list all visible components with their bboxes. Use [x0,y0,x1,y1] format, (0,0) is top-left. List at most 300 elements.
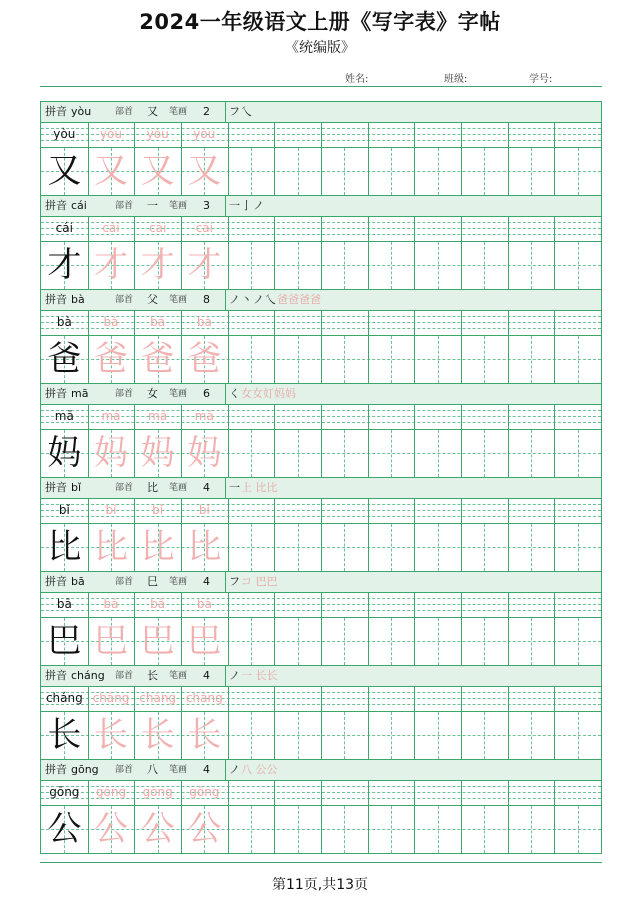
pinyin-cell-divider [508,405,509,429]
pinyin-cell-divider [228,405,229,429]
hanzi-row [41,712,601,759]
stroke-count: 4 [203,763,210,776]
character-trace: 爸 [140,339,175,379]
hanzi-cell-divider [274,618,275,665]
hanzi-center-line [391,430,392,477]
hanzi-cell-divider [321,336,322,383]
pinyin-cell-divider [461,311,462,335]
character-model: 长 [47,715,82,755]
pinyin-model: gōng [49,785,80,799]
pinyin-cell-divider [414,217,415,241]
pinyin-value: cháng [71,669,105,682]
pinyin-row [41,311,601,336]
character-model: 妈 [47,433,82,473]
hanzi-center-line [298,336,299,383]
pinyin-cell-divider [321,499,322,523]
pinyin-cell-divider [461,687,462,711]
pinyin-cell-divider [274,593,275,617]
character-info [41,760,226,780]
hanzi-center-line [531,148,532,195]
stroke-order-sequence: く [229,387,241,400]
pinyin-cell-divider [228,781,229,805]
hanzi-cell-divider [508,336,509,383]
hanzi-center-line [531,806,532,853]
hanzi-cell-divider [414,618,415,665]
radical-value: 一 [147,199,158,212]
hanzi-cell-divider [274,430,275,477]
hanzi-cell-divider [228,430,229,477]
stroke-count: 3 [203,199,210,212]
radical-label: 部首 [115,389,134,399]
hanzi-center-line [298,148,299,195]
hanzi-cell-divider [461,336,462,383]
hanzi-center-line [578,430,579,477]
hanzi-cell-divider [321,712,322,759]
pinyin-cell-divider [368,217,369,241]
stroke-count: 4 [203,575,210,588]
pinyin-cell-divider [274,499,275,523]
radical-value: 八 [147,763,158,776]
hanzi-center-line [344,148,345,195]
hanzi-center-line [344,336,345,383]
hanzi-center-line [251,806,252,853]
stroke-order [229,666,278,686]
hanzi-cell-divider [414,336,415,383]
hanzi-cell-divider [228,242,229,289]
hanzi-cell-divider [554,618,555,665]
radical-label: 部首 [115,107,134,117]
practice-sheet [40,101,602,854]
pinyin-value: yòu [71,105,92,118]
hanzi-center-line [438,430,439,477]
hanzi-center-line [391,618,392,665]
pinyin-trace: cái [195,221,213,235]
hanzi-cell-divider [414,148,415,195]
stroke-order-sequence: 一 [229,481,241,494]
character-trace: 公 [140,809,175,849]
hanzi-center-line [578,336,579,383]
character-trace: 才 [140,245,175,285]
pinyin-row [41,499,601,524]
hanzi-cell-divider [554,430,555,477]
pinyin-value: mā [71,387,89,400]
pinyin-cell-divider [414,405,415,429]
hanzi-cell-divider [274,148,275,195]
hanzi-center-line [438,242,439,289]
character-model: 公 [47,809,82,849]
pinyin-cell-divider [321,217,322,241]
pinyin-cell-divider [414,123,415,147]
hanzi-center-line [438,148,439,195]
hanzi-center-line [298,618,299,665]
pinyin-cell-divider [321,311,322,335]
bottom-rule [40,862,602,863]
character-header [41,290,601,311]
stroke-order [229,572,278,592]
strokes-label: 笔画 [169,295,188,305]
pinyin-trace: yòu [193,127,216,141]
pinyin-cell-divider [554,593,555,617]
character-trace: 公 [187,809,222,849]
page-footer: 第11页,共13页 [271,877,369,893]
pinyin-model: cái [55,221,73,235]
pinyin-cell-divider [368,499,369,523]
stroke-order [229,384,296,404]
hanzi-row [41,430,601,477]
stroke-order-sequence: ノ丶ノ乀 [229,293,277,306]
strokes-label: 笔画 [169,483,188,493]
radical-value: 比 [147,481,158,494]
top-rule [40,86,602,87]
character-info [41,102,226,122]
hanzi-row [41,242,601,289]
hanzi-center-line [484,712,485,759]
character-block [40,759,602,854]
pinyin-cell-divider [321,781,322,805]
character-trace: 比 [93,527,128,567]
pinyin-row [41,123,601,148]
character-block [40,195,602,289]
pinyin-cell-divider [368,593,369,617]
pinyin-cell-divider [554,687,555,711]
stroke-order-steps: 上 比比 [241,481,278,494]
pinyin-cell-divider [554,123,555,147]
pinyin-trace: cái [149,221,167,235]
hanzi-cell-divider [321,148,322,195]
pinyin-cell-divider [414,311,415,335]
pinyin-trace: cháng [139,691,177,705]
pinyin-value: bǐ [71,481,82,494]
hanzi-center-line [484,242,485,289]
pinyin-trace: bǐ [198,503,210,517]
pinyin-cell-divider [228,123,229,147]
pinyin-cell-divider [368,781,369,805]
pinyin-cell-divider [461,217,462,241]
pinyin-cell-divider [461,405,462,429]
character-trace: 妈 [93,433,128,473]
character-trace: 长 [187,715,222,755]
hanzi-center-line [484,806,485,853]
stroke-order-steps: 女女奵妈妈 [241,387,296,400]
hanzi-cell-divider [461,148,462,195]
pinyin-cell-divider [508,499,509,523]
hanzi-center-line [298,430,299,477]
pinyin-trace: gōng [95,785,127,799]
pinyin-trace: cháng [185,691,223,705]
hanzi-cell-divider [508,618,509,665]
hanzi-center-line [438,712,439,759]
hanzi-center-line [531,430,532,477]
pinyin-trace: bā [196,597,212,611]
stroke-order-sequence: フ [229,575,241,588]
character-info [41,384,226,404]
character-model: 巴 [47,621,82,661]
character-block [40,477,602,571]
hanzi-cell-divider [368,524,369,571]
character-trace: 妈 [187,433,222,473]
character-trace: 爸 [93,339,128,379]
hanzi-cell-divider [321,242,322,289]
hanzi-center-line [391,336,392,383]
pinyin-cell-divider [321,405,322,429]
hanzi-cell-divider [368,430,369,477]
pinyin-cell-divider [508,311,509,335]
character-model: 比 [47,527,82,567]
stroke-order [229,478,278,498]
pinyin-cell-divider [414,781,415,805]
pinyin-cell-divider [368,311,369,335]
hanzi-cell-divider [274,712,275,759]
character-trace: 又 [93,151,128,191]
hanzi-center-line [578,618,579,665]
pinyin-trace: cháng [92,691,130,705]
pinyin-value: bà [71,293,85,306]
character-trace: 巴 [140,621,175,661]
pinyin-cell-divider [554,781,555,805]
pinyin-trace: mā [101,409,121,423]
hanzi-center-line [484,618,485,665]
hanzi-row [41,336,601,383]
hanzi-cell-divider [414,806,415,853]
hanzi-cell-divider [368,806,369,853]
stroke-order-sequence: ノ [229,669,241,682]
hanzi-cell-divider [461,524,462,571]
hanzi-row [41,148,601,195]
character-block [40,571,602,665]
student-id-label: 学号: [529,74,553,85]
character-header [41,196,601,217]
character-header [41,760,601,781]
stroke-order [229,760,278,780]
character-block [40,101,602,195]
hanzi-center-line [251,148,252,195]
character-trace: 长 [140,715,175,755]
hanzi-cell-divider [508,430,509,477]
hanzi-center-line [298,524,299,571]
pinyin-label: 拼音 [45,387,67,400]
strokes-label: 笔画 [169,765,188,775]
hanzi-center-line [578,242,579,289]
pinyin-model: bā [56,597,72,611]
pinyin-cell-divider [414,593,415,617]
pinyin-cell-divider [274,405,275,429]
pinyin-cell-divider [228,687,229,711]
pinyin-cell-divider [414,499,415,523]
pinyin-cell-divider [228,499,229,523]
character-model: 爸 [47,339,82,379]
character-header [41,478,601,499]
pinyin-label: 拼音 [45,763,67,776]
hanzi-cell-divider [554,712,555,759]
stroke-order-steps: 爸爸爸爸 [277,293,321,306]
hanzi-center-line [344,712,345,759]
pinyin-cell-divider [461,593,462,617]
stroke-order-steps: コ 巴巴 [241,575,278,588]
page-subtitle: 《统编版》 [285,40,355,56]
pinyin-model: yòu [53,127,76,141]
character-trace: 巴 [93,621,128,661]
pinyin-cell-divider [368,687,369,711]
pinyin-cell-divider [508,217,509,241]
hanzi-center-line [344,524,345,571]
hanzi-center-line [438,618,439,665]
pinyin-label: 拼音 [45,575,67,588]
hanzi-row [41,806,601,853]
hanzi-center-line [251,242,252,289]
character-trace: 又 [140,151,175,191]
pinyin-row [41,217,601,242]
hanzi-center-line [578,806,579,853]
stroke-order [229,196,265,216]
hanzi-cell-divider [508,806,509,853]
pinyin-value: bā [71,575,85,588]
hanzi-center-line [251,524,252,571]
pinyin-cell-divider [321,593,322,617]
hanzi-cell-divider [228,618,229,665]
radical-value: 女 [147,387,158,400]
pinyin-label: 拼音 [45,293,67,306]
page-title: 2024一年级语文上册《写字表》字帖 [139,10,501,34]
hanzi-center-line [298,242,299,289]
pinyin-cell-divider [554,217,555,241]
pinyin-row [41,781,601,806]
strokes-label: 笔画 [169,671,188,681]
pinyin-label: 拼音 [45,481,67,494]
pinyin-model: mā [54,409,74,423]
hanzi-center-line [484,148,485,195]
hanzi-cell-divider [508,242,509,289]
hanzi-cell-divider [321,430,322,477]
pinyin-cell-divider [368,405,369,429]
hanzi-cell-divider [414,430,415,477]
pinyin-trace: bā [103,597,119,611]
character-header [41,572,601,593]
hanzi-center-line [531,712,532,759]
hanzi-cell-divider [228,524,229,571]
hanzi-center-line [344,806,345,853]
strokes-label: 笔画 [169,201,188,211]
hanzi-center-line [438,806,439,853]
stroke-count: 6 [203,387,210,400]
hanzi-center-line [484,336,485,383]
class-label: 班级: [444,74,468,85]
hanzi-center-line [484,524,485,571]
hanzi-cell-divider [461,618,462,665]
pinyin-cell-divider [274,781,275,805]
pinyin-cell-divider [461,123,462,147]
character-info [41,572,226,592]
pinyin-trace: yòu [99,127,123,141]
hanzi-cell-divider [368,242,369,289]
pinyin-cell-divider [228,593,229,617]
hanzi-cell-divider [554,806,555,853]
stroke-count: 2 [203,105,210,118]
hanzi-center-line [391,148,392,195]
radical-value: 巳 [147,575,158,588]
radical-value: 又 [147,105,158,118]
pinyin-trace: cái [102,221,120,235]
radical-label: 部首 [115,577,134,587]
hanzi-cell-divider [554,242,555,289]
pinyin-value: cái [71,199,87,212]
stroke-order-steps: 一 长长 [241,669,278,682]
character-trace: 爸 [187,339,222,379]
hanzi-cell-divider [508,712,509,759]
hanzi-cell-divider [274,336,275,383]
hanzi-cell-divider [368,336,369,383]
radical-value: 父 [147,293,158,306]
hanzi-row [41,618,601,665]
pinyin-cell-divider [414,687,415,711]
hanzi-cell-divider [274,806,275,853]
pinyin-trace: yòu [146,127,169,141]
radical-label: 部首 [115,201,134,211]
pinyin-trace: bà [150,315,166,329]
radical-label: 部首 [115,765,134,775]
pinyin-trace: mā [194,409,214,423]
pinyin-model: bǐ [58,503,70,517]
strokes-label: 笔画 [169,389,188,399]
hanzi-cell-divider [414,242,415,289]
stroke-order-sequence: 一亅ノ [229,199,265,212]
character-header [41,384,601,405]
hanzi-center-line [251,430,252,477]
pinyin-cell-divider [508,687,509,711]
hanzi-center-line [531,336,532,383]
pinyin-trace: bà [196,315,212,329]
hanzi-cell-divider [461,430,462,477]
hanzi-center-line [344,242,345,289]
hanzi-cell-divider [228,336,229,383]
pinyin-label: 拼音 [45,199,67,212]
pinyin-row [41,687,601,712]
hanzi-row [41,524,601,571]
name-label: 姓名: [345,74,369,85]
pinyin-row [41,593,601,618]
character-model: 又 [47,151,82,191]
pinyin-cell-divider [368,123,369,147]
hanzi-cell-divider [554,336,555,383]
stroke-order-sequence: フ乀 [229,105,253,118]
pinyin-cell-divider [508,593,509,617]
pinyin-cell-divider [461,499,462,523]
hanzi-cell-divider [461,712,462,759]
pinyin-trace: bǐ [105,503,117,517]
hanzi-cell-divider [368,618,369,665]
hanzi-center-line [251,336,252,383]
hanzi-center-line [298,806,299,853]
character-model: 才 [47,245,82,285]
pinyin-cell-divider [228,217,229,241]
pinyin-trace: bā [150,597,166,611]
pinyin-cell-divider [554,405,555,429]
character-trace: 才 [187,245,222,285]
hanzi-center-line [578,712,579,759]
pinyin-label: 拼音 [45,669,67,682]
pinyin-cell-divider [274,311,275,335]
character-block [40,383,602,477]
radical-label: 部首 [115,671,134,681]
character-trace: 巴 [187,621,222,661]
character-trace: 比 [140,527,175,567]
pinyin-trace: bǐ [152,503,164,517]
character-block [40,289,602,383]
hanzi-center-line [531,242,532,289]
hanzi-center-line [438,336,439,383]
character-block [40,665,602,759]
pinyin-label: 拼音 [45,105,67,118]
character-trace: 长 [93,715,128,755]
